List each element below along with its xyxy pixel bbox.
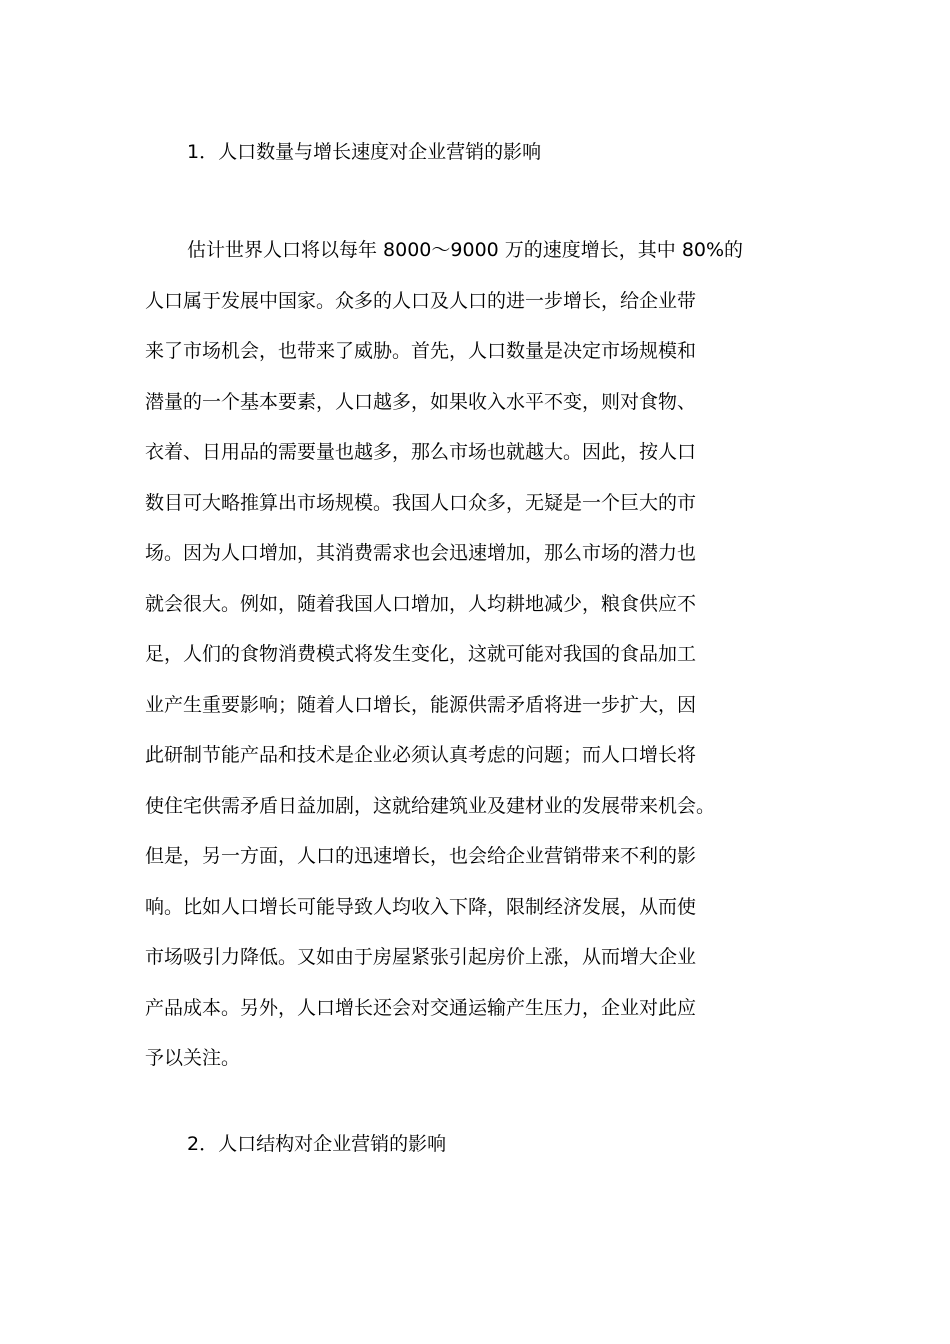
paragraph-line: 足，人们的食物消费模式将发生变化，这就可能对我国的食品加工 — [145, 643, 697, 665]
section-heading-population-growth: 1．人口数量与增长速度对企业营销的影响 — [187, 141, 542, 163]
paragraph-line: 使住宅供需矛盾日益加剧，这就给建筑业及建材业的发展带来机会。 — [145, 794, 716, 817]
paragraph-population-growth — [145, 231, 835, 1090]
paragraph-line: 此研制节能产品和技术是企业必须认真考虑的问题；而人口增长将 — [145, 744, 697, 766]
paragraph-line: 市场吸引力降低。又如由于房屋紧张引起房价上涨，从而增大企业 — [145, 946, 697, 968]
paragraph-line: 予以关注。 — [145, 1047, 241, 1069]
paragraph-line: 响。比如人口增长可能导致人均收入下降，限制经济发展，从而使 — [145, 895, 697, 918]
section-heading-population-structure: 2．人口结构对企业营销的影响 — [187, 1133, 447, 1155]
paragraph-line: 场。因为人口增加，其消费需求也会迅速增加，那么市场的潜力也 — [145, 542, 697, 564]
paragraph-line: 人口属于发展中国家。众多的人口及人口的进一步增长，给企业带 — [145, 289, 697, 312]
paragraph-line: 业产生重要影响；随着人口增长，能源供需矛盾将进一步扩大，因 — [145, 693, 697, 716]
paragraph-line: 衣着、日用品的需要量也越多，那么市场也就越大。因此，按人口 — [145, 441, 697, 463]
paragraph-line: 估计世界人口将以每年 8000～9000 万的速度增长，其中 80%的 — [187, 239, 744, 261]
paragraph-line: 就会很大。例如，随着我国人口增加，人均耕地减少，粮食供应不 — [145, 592, 697, 615]
paragraph-line: 产品成本。另外，人口增长还会对交通运输产生压力，企业对此应 — [145, 996, 697, 1019]
paragraph-line: 来了市场机会，也带来了威胁。首先，人口数量是决定市场规模和 — [145, 340, 697, 362]
paragraph-line: 潜量的一个基本要素，人口越多，如果收入水平不变，则对食物、 — [145, 390, 697, 413]
paragraph-line: 数目可大略推算出市场规模。我国人口众多，无疑是一个巨大的市 — [145, 491, 697, 514]
paragraph-line: 但是，另一方面，人口的迅速增长，也会给企业营销带来不利的影 — [145, 845, 697, 867]
